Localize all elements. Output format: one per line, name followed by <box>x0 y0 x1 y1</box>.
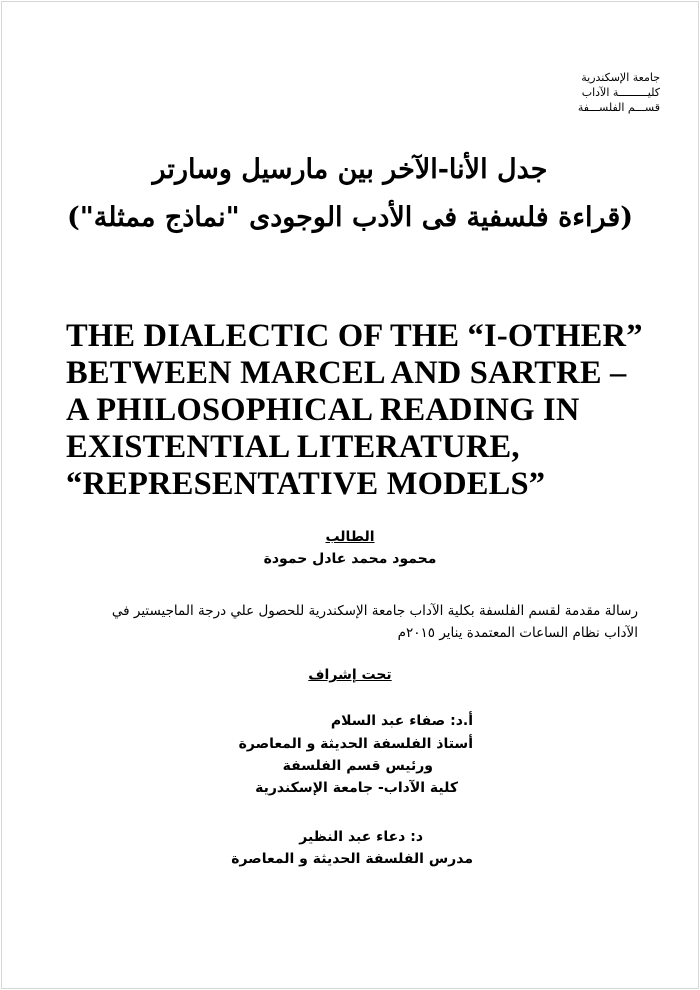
thesis-description-line1: رسالة مقدمة لقسم الفلسفة بكلية الآداب جامعة الإسكندرية للحصول علي درجة الماجيستير في <box>111 603 638 619</box>
faculty-name: كليـــــــــة الآداب <box>581 86 660 99</box>
english-title <box>66 318 666 503</box>
supervisor-2-title1: مدرس الفلسفة الحديثة و المعاصرة <box>231 851 473 867</box>
supervision-label: تحت إشراف <box>308 667 392 683</box>
english-title-line4: EXISTENTIAL LITERATURE, <box>66 429 520 465</box>
arabic-title-line2: (قراءة فلسفية فى الأدب الوجودى "نماذج ممثلة") <box>66 202 634 233</box>
supervisor-2-name: د: دعاء عبد النظير <box>299 829 423 845</box>
supervisor-1-title2: ورئيس قسم الفلسفة <box>282 758 433 774</box>
thesis-description <box>48 600 638 644</box>
thesis-description-line2: الآداب نظام الساعات المعتمدة يناير ٢٠١٥م <box>397 625 638 641</box>
supervisor-1-title3: كلية الآداب- جامعة الإسكندرية <box>255 780 458 796</box>
department-name: قســـم الفلســـفة <box>577 101 660 114</box>
english-title-line5: “REPRESENTATIVE MODELS” <box>66 466 546 502</box>
supervisor-1-name: أ.د: صفاء عبد السلام <box>330 713 473 729</box>
student-label: الطالب <box>325 529 375 545</box>
arabic-title-line1: جدل الأنا-الآخر بين مارسيل وسارتر <box>152 154 548 185</box>
english-title-line2: BETWEEN MARCEL AND SARTRE – <box>66 355 627 391</box>
supervisor-1-title1: أستاذ الفلسفة الحديثة و المعاصرة <box>238 736 473 752</box>
english-title-line3: A PHILOSOPHICAL READING IN <box>66 392 580 428</box>
university-name: جامعة الإسكندرية <box>581 71 660 84</box>
supervisor-2 <box>173 826 473 870</box>
supervisor-1-titles <box>173 733 473 799</box>
student-name: محمود محمد عادل حمودة <box>263 551 437 567</box>
english-title-line1: THE DIALECTIC OF THE “I-OTHER” <box>66 318 643 354</box>
supervisor-1 <box>173 710 473 732</box>
institution-header <box>460 70 660 115</box>
